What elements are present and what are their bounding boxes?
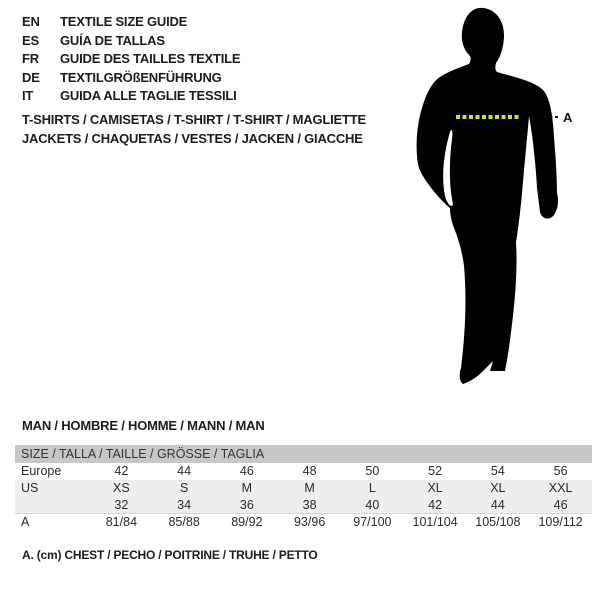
language-code: ES [22,32,39,48]
language-row-fr [22,50,240,69]
language-label: GUIDE DES TAILLES TEXTILE [60,51,241,66]
footnote-chest: A. (cm) CHEST / PECHO / POITRINE / TRUHE / PETTO [22,548,318,562]
table-cell: XS [113,481,130,495]
table-cell: 34 [177,497,192,512]
table-cell: 93/96 [293,515,326,529]
size-table-header: SIZE / TALLA / TAILLE / GRÖSSE / TAGLIA [15,445,592,463]
table-cell: 109/112 [538,515,583,529]
language-row-de [22,69,240,88]
table-cell: 44 [177,464,192,478]
language-label: GUIDA ALLE TAGLIE TESSILI [60,88,237,103]
category-line-tshirts: T-SHIRTS / CAMISETAS / T-SHIRT / T-SHIRT / MAGLIETTE [22,112,366,127]
language-row-es [22,32,240,51]
language-code: FR [22,51,39,66]
table-cell: 54 [490,464,505,478]
language-code: IT [22,88,34,103]
table-cell: 105/108 [475,515,521,529]
table-cell: 40 [365,497,380,512]
table-cell: 89/92 [231,515,263,529]
table-cell: 56 [553,464,568,478]
row-label: A [21,515,30,529]
section-title-man: MAN / HOMBRE / HOMME / MANN / MAN [22,418,265,433]
table-cell: M [241,481,253,495]
language-list [22,13,240,106]
table-cell: XL [427,481,443,495]
table-cell: L [368,481,376,495]
table-cell: XL [490,481,506,495]
table-row-chest-a [15,514,592,531]
table-cell: 46 [553,497,568,512]
table-cell: 81/84 [105,515,138,529]
table-row-europe [15,463,592,480]
table-cell: 48 [302,464,317,478]
table-cell: 44 [490,497,505,512]
table-cell: 38 [302,497,317,512]
garment-categories [22,110,366,148]
table-cell: 42 [428,497,443,512]
language-code: DE [22,69,40,85]
table-cell: 36 [239,497,254,512]
table-cell: XXL [548,481,573,495]
man-silhouette-svg [410,0,600,400]
table-cell: M [304,481,315,495]
table-cell: 32 [114,497,129,512]
man-silhouette-figure [410,0,600,400]
man-silhouette [417,8,558,384]
language-row-it [22,87,240,106]
category-line-jackets: JACKETS / CHAQUETAS / VESTES / JACKEN / GIACCHE [22,131,363,146]
table-cell: 101/104 [412,515,458,529]
table-row-us [15,480,592,497]
row-label: Europe [21,464,62,478]
table-row-secondary-sizes [15,497,592,514]
table-cell: 42 [114,464,129,478]
language-row-en [22,13,240,32]
table-cell: 50 [365,464,380,478]
table-cell: 85/88 [168,515,200,529]
language-code: EN [22,14,40,29]
size-table [15,445,592,531]
table-cell: 52 [428,464,443,478]
table-cell: 97/100 [353,515,392,529]
table-cell: S [179,481,189,495]
table-cell: 46 [239,464,254,478]
language-label: GUÍA DE TALLAS [60,32,165,48]
language-label: TEXTILGRÖßENFÜHRUNG [60,69,222,85]
language-label: TEXTILE SIZE GUIDE [60,14,188,29]
row-label: US [21,481,39,495]
measure-label-a: A [563,110,573,125]
